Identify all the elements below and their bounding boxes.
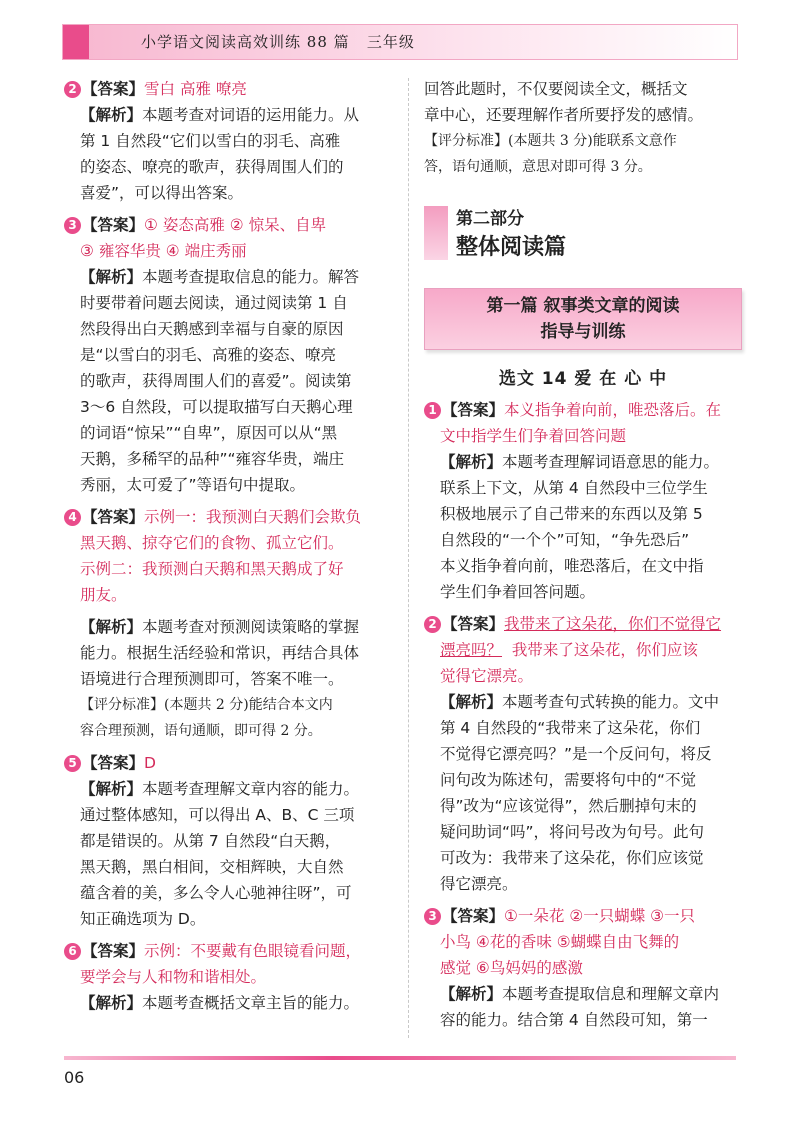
analysis-line: 【解析】本题考查提取信息的能力。解答: [80, 268, 360, 286]
analysis-line: 【解析】本题考查对预测阅读策略的掌握: [80, 618, 360, 636]
text-line: 容的能力。结合第 4 自然段可知，第一: [440, 1011, 708, 1029]
answer-text: ③ 雍容华贵 ④ 端庄秀丽: [80, 242, 247, 260]
text-line: 是“以雪白的羽毛、高雅的姿态、嘹亮: [80, 346, 337, 364]
answer-line: [424, 637, 742, 663]
text-line: 知正确选项为 D。: [80, 910, 206, 928]
answer-text: 示例二：我预测白天鹅和黑天鹅成了好: [80, 560, 344, 578]
question-number: 2: [424, 616, 441, 633]
text-line: 积极地展示了自己带来的东西以及第 5: [440, 505, 703, 523]
footer-rule: [64, 1056, 736, 1060]
analysis-line: 【解析】本题考查句式转换的能力。文中: [440, 693, 720, 711]
answer-line: 4 【答案】示例一：我预测白天鹅们会欺负: [64, 504, 394, 530]
text-line: 联系上下文，从第 4 自然段中三位学生: [440, 479, 708, 497]
part-heading-bar: [424, 206, 448, 260]
text-line: 3～6 自然段，可以提取描写白天鹅心理: [80, 398, 353, 416]
text-line: 然段得出白天鹅感到幸福与自豪的原因: [80, 320, 344, 338]
text-line: 可改为：我带来了这朵花，你们应该觉: [440, 849, 704, 867]
scoring-standard: 【评分标准】(本题共 3 分)能联系文意作: [424, 133, 677, 149]
text-line: 章中心，还要理解作者所要抒发的感情。: [424, 106, 704, 124]
answer-text: 觉得它漂亮。: [440, 667, 534, 685]
answer-text: ① 姿态高雅 ② 惊呆、自卑: [144, 216, 327, 234]
text-line: 喜爱”，可以得出答案。: [80, 184, 244, 202]
question-number: 5: [64, 755, 81, 772]
text-line: 的歌声，获得周围人们的喜爱”。阅读第: [80, 372, 352, 390]
column-divider: [408, 78, 409, 1038]
analysis-line: 【解析】本题考查理解文章内容的能力。: [80, 780, 360, 798]
question-number: 4: [64, 509, 81, 526]
text-line: 时要带着问题去阅读，通过阅读第 1 自: [80, 294, 348, 312]
header-bar: [62, 24, 738, 60]
question-number: 2: [64, 81, 81, 98]
text-line: 蕴含着的美，多么令人心驰神往呀”，可: [80, 884, 352, 902]
answer-line: 6 【答案】示例：不要戴有色眼镜看问题，: [64, 938, 394, 964]
answer-text: 雪白 高雅 嘹亮: [144, 80, 247, 98]
answer-text: 要学会与人和物和谐相处。: [80, 968, 267, 986]
text-line: 第 1 自然段“它们以雪白的羽毛、高雅: [80, 132, 341, 150]
left-column: [64, 76, 394, 1016]
scoring-standard: 【评分标准】(本题共 2 分)能结合本文内: [80, 697, 333, 713]
answer-text: 示例一：我预测白天鹅们会欺负: [144, 508, 362, 526]
analysis-line: 【解析】本题考查提取信息和理解文章内: [440, 985, 720, 1003]
text-line: 通过整体感知，可以得出 A、B、C 三项: [80, 806, 355, 824]
chapter-subtitle: 指导与训练: [540, 322, 626, 342]
analysis-line: 【解析】本题考查对词语的运用能力。从: [80, 106, 360, 124]
text-line: 秀丽，太可爱了”等语句中提取。: [80, 476, 306, 494]
analysis-line: 【解析】本题考查理解词语意思的能力。: [440, 453, 720, 471]
answer-text: 我带来了这朵花，你们应该: [502, 641, 698, 659]
selection-title: 选文 14 爱 在 心 中: [498, 369, 668, 389]
scoring-standard: 答，语句通顺，意思对即可得 3 分。: [424, 159, 652, 175]
chapter-banner: [424, 288, 742, 350]
chapter-title: 第一篇 叙事类文章的阅读: [486, 296, 680, 316]
scoring-standard: 容合理预测，语句通顺，即可得 2 分。: [80, 723, 322, 739]
answer-line: 3 【答案】① 姿态高雅 ② 惊呆、自卑: [64, 212, 394, 238]
text-line: 得它漂亮。: [440, 875, 518, 893]
text-line: 能力。根据生活经验和常识，再结合具体: [80, 644, 360, 662]
answer-text: 黑天鹅、掠夺它们的食物、孤立它们。: [80, 534, 344, 552]
text-line: 都是错误的。从第 7 自然段“白天鹅，: [80, 832, 341, 850]
header-tab: [63, 25, 89, 59]
part-label: 第二部分: [456, 209, 524, 229]
text-line: 不觉得它漂亮吗？”是一个反问句，将反: [440, 745, 712, 763]
text-line: 第 4 自然段的“我带来了这朵花，你们: [440, 719, 701, 737]
text-line: 得”改为“应该觉得”，然后删掉句末的: [440, 797, 697, 815]
text-line: 语境进行合理预测即可，答案不唯一。: [80, 670, 344, 688]
answer-line: 1 【答案】本义指争着向前，唯恐落后。在: [424, 397, 742, 423]
answer-text: 朋友。: [80, 586, 127, 604]
text-line: 自然段的“一个个”可知，“争先恐后”: [440, 531, 690, 549]
text-line: 黑天鹅，黑白相间，交相辉映，大自然: [80, 858, 344, 876]
answer-line: 5 【答案】D: [64, 750, 394, 776]
text-line: 学生们争着回答问题。: [440, 583, 596, 601]
right-column: [424, 76, 742, 1033]
analysis-line: 【解析】本题考查概括文章主旨的能力。: [80, 994, 360, 1012]
answer-text: 文中指学生们争着回答问题: [440, 427, 627, 445]
answer-line: 3 【答案】①一朵花 ②一只蝴蝶 ③一只: [424, 903, 742, 929]
answer-text: 漂亮吗？: [440, 641, 503, 659]
book-title: 小学语文阅读高效训练 88 篇 三年级: [141, 33, 415, 51]
text-line: 天鹅，多稀罕的品种”“雍容华贵，端庄: [80, 450, 345, 468]
text-line: 本义指争着向前，唯恐落后，在文中指: [440, 557, 704, 575]
answer-text: D: [144, 754, 156, 772]
text-line: 疑问助词“吗”，将问号改为句号。此句: [440, 823, 705, 841]
answer-text: ①一朵花 ②一只蝴蝶 ③一只: [504, 907, 696, 925]
text-line: 问句改为陈述句，需要将句中的“不觉: [440, 771, 697, 789]
answer-line: 2 【答案】雪白 高雅 嘹亮: [64, 76, 394, 102]
question-number: 6: [64, 943, 81, 960]
question-number: 3: [424, 908, 441, 925]
answer-text: 示例：不要戴有色眼镜看问题，: [144, 942, 362, 960]
page-number: 06: [64, 1068, 85, 1087]
answer-line: 2 【答案】我带来了这朵花，你们不觉得它: [424, 611, 742, 637]
question-number: 3: [64, 217, 81, 234]
answer-text: 我带来了这朵花，你们不觉得它: [504, 615, 722, 633]
answer-text: 本义指争着向前，唯恐落后。在: [504, 401, 722, 419]
question-number: 1: [424, 402, 441, 419]
text-line: 的词语“惊呆”“自卑”，原因可以从“黑: [80, 424, 338, 442]
text-line: 的姿态、嘹亮的歌声，获得周围人们的: [80, 158, 344, 176]
text-line: 回答此题时，不仅要阅读全文，概括文: [424, 80, 688, 98]
answer-text: 小鸟 ④花的香味 ⑤蝴蝶自由飞舞的: [440, 933, 680, 951]
answer-text: 感觉 ⑥鸟妈妈的感激: [440, 959, 583, 977]
part-heading: [424, 202, 742, 264]
part-title: 整体阅读篇: [456, 235, 567, 260]
